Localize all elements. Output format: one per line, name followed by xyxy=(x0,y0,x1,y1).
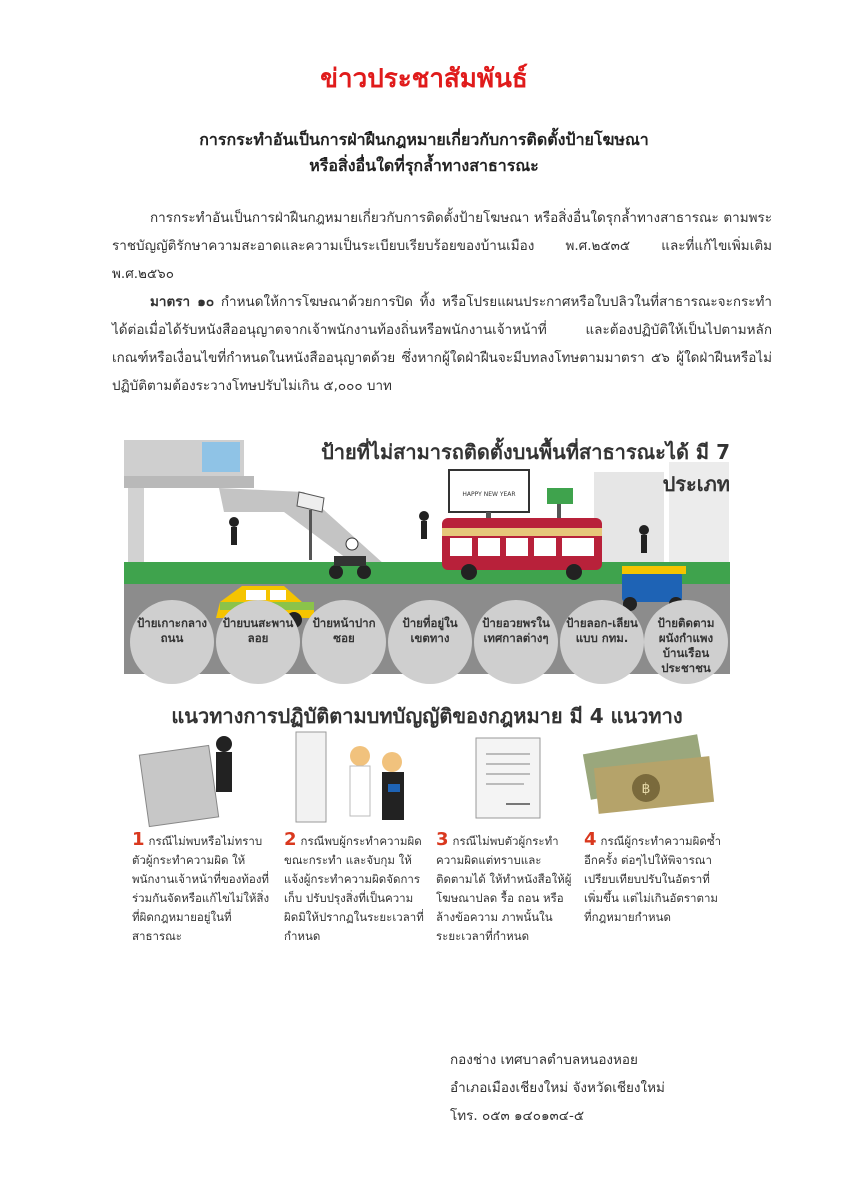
guideline-number: 1 xyxy=(132,829,145,850)
worker-illustration xyxy=(296,732,404,822)
footer-department: กองช่าง เทศบาลตำบลหนองหอย xyxy=(450,1052,638,1068)
guideline-item xyxy=(132,830,272,946)
sign-type-circle xyxy=(474,600,558,684)
footer-phone: โทร. ๐๕๓ ๑๔๐๑๓๔-๕ xyxy=(450,1108,585,1124)
sign-type-label: ป้ายอวยพรในเทศกาลต่างๆ xyxy=(482,616,550,645)
footer-address: อำเภอเมืองเชียงใหม่ จังหวัดเชียงใหม่ xyxy=(450,1080,665,1096)
banknote-icon xyxy=(583,734,714,814)
sign-type-circle xyxy=(216,600,300,684)
sign-type-circle xyxy=(560,600,644,684)
worker-illustration xyxy=(139,736,232,827)
guideline-text: กรณีผู้กระทำความผิดซ้ำอีกครั้ง ต่อๆไปให้พิจารณาเปรียบเทียบปรับในอัตราที่เพิ่มขึ้น แต่ไม่เกินอัตราตามที่กฎหมายกำหนด xyxy=(584,834,722,924)
guideline-number: 3 xyxy=(436,829,449,850)
guideline-item xyxy=(436,830,576,946)
svg-text:฿: ฿ xyxy=(641,781,651,797)
sign-type-label: ป้ายบนสะพานลอย xyxy=(222,616,294,645)
guideline-number: 2 xyxy=(284,829,297,850)
sign-type-label: ป้ายติดตามผนังกำแพง บ้านเรือนประชาชน xyxy=(657,616,715,675)
sign-type-label: ป้ายที่อยู่ในเขตทาง xyxy=(402,616,458,645)
guideline-number: 4 xyxy=(584,829,597,850)
guideline-text: กรณีพบผู้กระทำความผิดขณะกระทำ และจับกุม ให้แจ้งผู้กระทำความผิดจัดการเก็บ ปรับปรุงสิ่งที่เป็นความผิดมิให้ปรากฏในระยะเวลาที่กำหนด xyxy=(284,834,424,943)
paragraph-1-text: การกระทำอันเป็นการฝ่าฝืนกฎหมายเกี่ยวกับการติดตั้งป้ายโฆษณา หรือสิ่งอื่นใดรุกล้ำทางสาธารณะ ตามพระราชบัญญัติรักษาความสะอาดและความเป็นระเบียบเรียบร้อยของบ้านเมือง พ.ศ.๒๕๓๕ และที่แก้ไขเพิ่มเติม พ.ศ.๒๕๖๐ xyxy=(112,210,772,282)
page-title: ข่าวประชาสัมพันธ์ xyxy=(320,64,528,94)
guideline-item xyxy=(284,830,424,946)
sign-type-label: ป้ายลอก-เลียนแบบ กทม. xyxy=(566,616,638,645)
banner-text: HAPPY NEW YEAR xyxy=(462,491,516,498)
sign-type-circle xyxy=(388,600,472,684)
guideline-title: แนวทางการปฏิบัติตามบทบัญญัติของกฎหมาย มี 4 แนวทาง xyxy=(171,704,683,728)
guideline-item xyxy=(584,830,724,927)
subtitle-line-2: หรือสิ่งอื่นใดที่รุกล้ำทางสาธารณะ xyxy=(309,156,539,175)
paragraph-2-text: กำหนดให้การโฆษณาด้วยการปิด ทิ้ง หรือโปรยแผนประกาศหรือใบปลิวในที่สาธารณะจะกระทำได้ต่อเมื่อได้รับหนังสืออนุญาตจากเจ้าพนักงานท้องถิ่นหรือพนักงานเจ้าหน้าที่ และต้องปฏิบัติให้เป็นไปตามหลักเกณฑ์หรือเงื่อนไขที่กำหนดในหนังสืออนุญาตด้วย ซึ่งหากผู้ใดฝ่าฝืนจะมีบทลงโทษตามมาตรา ๕๖ ผู้ใดฝ่าฝืนหรือไม่ปฏิบัติตามต้องระวางโทษปรับไม่เกิน ๕,๐๐๐ บาท xyxy=(112,294,772,394)
sign-type-circle xyxy=(644,600,728,684)
sign-type-circle xyxy=(130,600,214,684)
guideline-text: กรณีไม่พบหรือไม่ทราบตัวผู้กระทำความผิด ให้พนักงานเจ้าหน้าที่ของท้องที่ร่วมกันจัดหรือแก้ไขไม่ให้สิ่งที่ผิดกฎหมายอยู่ในที่สาธารณะ xyxy=(132,834,270,943)
sign-type-label: ป้ายเกาะกลางถนน xyxy=(136,616,208,645)
infographic-title: ป้ายที่ไม่สามารถติดตั้งบนพื้นที่สาธารณะได้ มี 7 ประเภท xyxy=(321,440,730,496)
sign-type-circle xyxy=(302,600,386,684)
section-label: มาตรา ๑๐ xyxy=(150,294,215,310)
paragraph-1 xyxy=(112,204,772,288)
document-icon xyxy=(476,738,540,818)
subtitle-line-1: การกระทำอันเป็นการฝ่าฝืนกฎหมายเกี่ยวกับการติดตั้งป้ายโฆษณา xyxy=(199,130,649,149)
sign-type-label: ป้ายหน้าปากซอย xyxy=(312,616,376,645)
infographic xyxy=(124,432,730,980)
guideline-text: กรณีไม่พบตัวผู้กระทำความผิดแต่ทราบและติดตามได้ ให้ทำหนังสือให้ผู้โฆษณาปลด รื้อ ถอน หรือล้างข้อความ ภาพนั้นในระยะเวลาที่กำหนด xyxy=(436,834,572,943)
paragraph-2 xyxy=(112,288,772,400)
